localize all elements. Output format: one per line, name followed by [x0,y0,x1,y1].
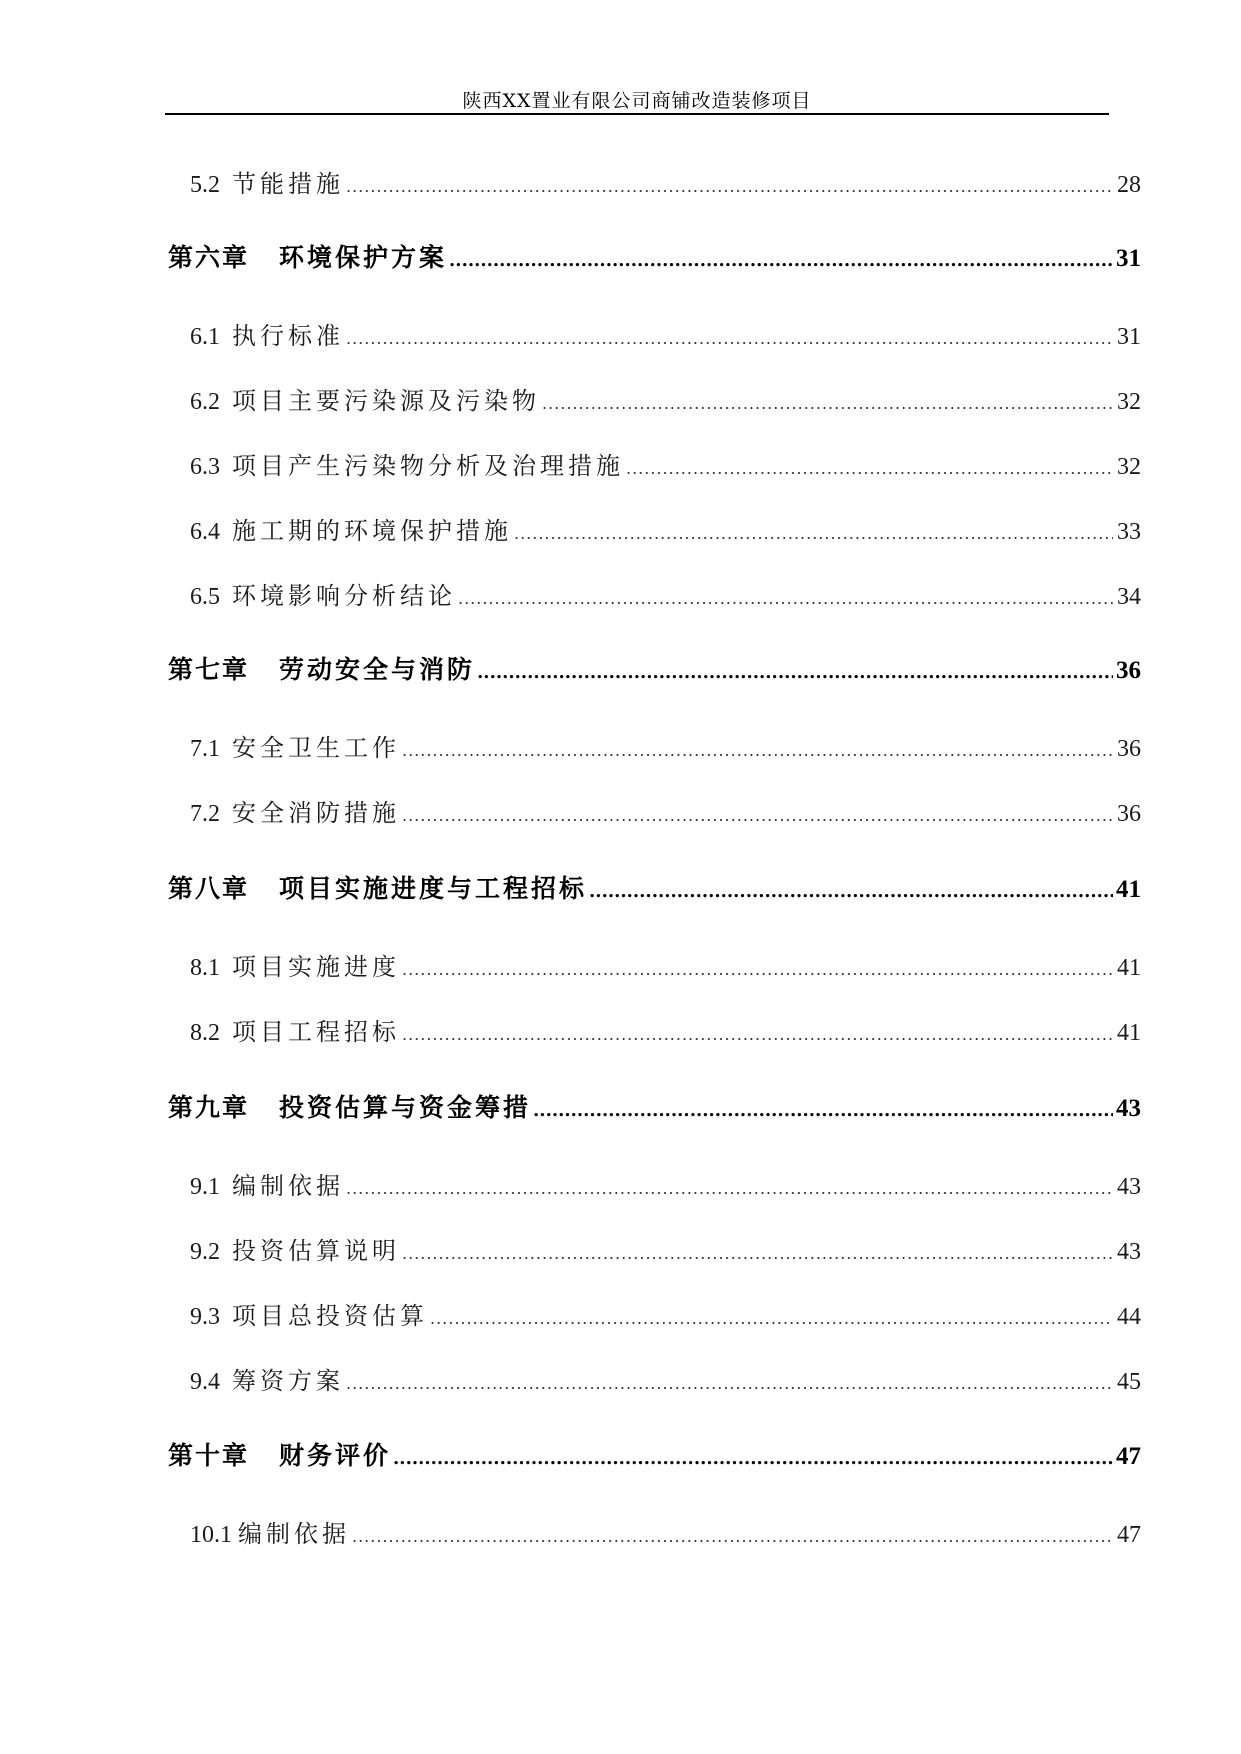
toc-entry-title: 执行标准 [232,322,344,350]
toc-entry-title: 施工期的环境保护措施 [232,517,512,545]
toc-entry[interactable] [190,728,1141,768]
toc-entry-leader [514,514,1113,551]
toc-entry-number: 10.1 [190,1522,232,1548]
toc-entry-number: 8.1 [190,955,220,981]
toc-entry-leader [402,1234,1113,1271]
toc-entry-leader [402,796,1113,833]
toc-entry-title: 劳动安全与消防 [279,655,476,684]
toc-entry-title: 环境影响分析结论 [232,582,456,610]
toc-entry-title: 项目工程招标 [232,1018,400,1046]
toc-entry-number: 第八章 [168,874,250,903]
toc-entry-number: 第七章 [168,655,250,684]
toc-entry-number: 第六章 [168,243,250,272]
toc-entry-number: 6.4 [190,519,220,545]
toc-entry-title: 项目总投资估算 [232,1302,428,1330]
header-title: 陕西XX置业有限公司商铺改造装修项目 [462,90,812,112]
toc-entry[interactable] [190,1231,1141,1271]
toc-entry-page: 43 [1116,1095,1141,1122]
toc-entry-title: 节能措施 [232,170,344,198]
toc-entry-page: 32 [1117,454,1141,480]
toc-entry[interactable] [190,1012,1141,1052]
toc-entry-title: 项目实施进度与工程招标 [279,874,588,903]
toc-chapter-entry[interactable] [168,1088,1141,1128]
toc-entry-title: 编制依据 [232,1172,344,1200]
toc-entry-leader [626,449,1113,486]
toc-entry[interactable] [190,576,1141,616]
toc-entry[interactable] [190,1296,1141,1336]
toc-entry-title: 项目主要污染源及污染物 [232,387,540,415]
toc-entry-leader [402,1015,1113,1052]
toc-entry-page: 31 [1117,324,1141,350]
toc-entry-page: 47 [1116,1443,1141,1470]
toc-entry-number: 第十章 [168,1441,250,1470]
toc-entry-title: 安全消防措施 [232,799,400,827]
toc-entry-title: 投资估算与资金筹措 [279,1093,532,1122]
toc-chapter-entry[interactable] [168,238,1141,278]
toc-entry-leader [393,1439,1113,1476]
toc-entry-page: 31 [1116,245,1141,272]
toc-entry-page: 36 [1116,657,1141,684]
toc-entry-page: 41 [1117,955,1141,981]
toc-chapter-entry[interactable] [168,650,1141,690]
toc-entry-leader [430,1299,1113,1336]
toc-entry-title: 编制依据 [238,1520,350,1548]
toc-entry[interactable] [190,1514,1141,1554]
toc-entry[interactable] [190,511,1141,551]
toc-entry-page: 33 [1117,519,1141,545]
toc-entry-title: 财务评价 [279,1441,392,1470]
toc-entry-title: 项目产生污染物分析及治理措施 [232,452,624,480]
toc-entry-leader [346,167,1113,204]
toc-entry-page: 36 [1117,801,1141,827]
toc-entry-number: 9.1 [190,1174,220,1200]
toc-entry-leader [346,1169,1113,1206]
toc-entry-page: 41 [1116,876,1141,903]
toc-entry[interactable] [190,1166,1141,1206]
toc-entry[interactable] [190,316,1141,356]
toc-entry-number: 7.1 [190,736,220,762]
toc-entry[interactable] [190,1361,1141,1401]
toc-entry-number: 9.2 [190,1239,220,1265]
toc-entry-title: 安全卫生工作 [232,734,400,762]
toc-entry-number: 第九章 [168,1093,250,1122]
toc-entry-page: 47 [1117,1522,1141,1548]
toc-entry-page: 28 [1117,172,1141,198]
toc-entry-page: 34 [1117,584,1141,610]
toc-entry-number: 6.3 [190,454,220,480]
toc-entry-number: 9.4 [190,1369,220,1395]
toc-entry-leader [346,319,1113,356]
toc-entry[interactable] [190,793,1141,833]
toc-entry-leader [533,1091,1113,1128]
toc-entry[interactable] [190,446,1141,486]
toc-entry-leader [477,653,1113,690]
toc-entry-leader [458,579,1113,616]
toc-entry-title: 环境保护方案 [279,243,448,272]
toc-entry-leader [402,950,1113,987]
toc-chapter-entry[interactable] [168,1436,1141,1476]
toc-entry-leader [589,872,1113,909]
toc-entry-page: 44 [1117,1304,1141,1330]
toc-entry-leader [352,1517,1113,1554]
toc-entry-number: 9.3 [190,1304,220,1330]
toc-chapter-entry[interactable] [168,869,1141,909]
toc-entry-number: 8.2 [190,1020,220,1046]
toc-entry-number: 7.2 [190,801,220,827]
toc-entry-page: 43 [1117,1174,1141,1200]
toc-entry[interactable] [190,164,1141,204]
toc-entry-title: 投资估算说明 [232,1237,400,1265]
toc-entry-page: 32 [1117,389,1141,415]
toc-entry-number: 6.2 [190,389,220,415]
toc-entry-number: 5.2 [190,172,220,198]
toc-entry-leader [449,241,1113,278]
toc-entry-leader [346,1364,1113,1401]
toc-entry[interactable] [190,947,1141,987]
toc-entry-leader [542,384,1113,421]
toc-entry-page: 41 [1117,1020,1141,1046]
toc-entry-number: 6.1 [190,324,220,350]
toc-entry-leader [402,731,1113,768]
toc-entry-page: 43 [1117,1239,1141,1265]
toc-entry-title: 项目实施进度 [232,953,400,981]
toc-entry-page: 45 [1117,1369,1141,1395]
toc-entry-title: 筹资方案 [232,1367,344,1395]
toc-entry-page: 36 [1117,736,1141,762]
toc-entry[interactable] [190,381,1141,421]
toc-entry-number: 6.5 [190,584,220,610]
